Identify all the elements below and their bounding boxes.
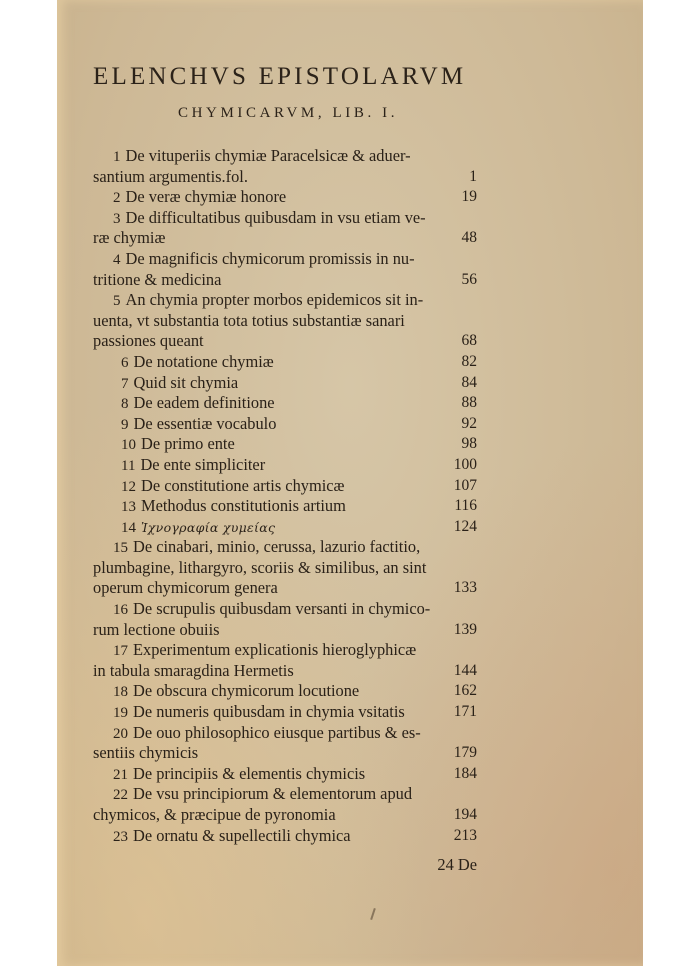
toc-entry-first-line bbox=[93, 537, 477, 558]
toc-entry-text: De ornatu & supellectili chymica bbox=[133, 825, 351, 845]
toc-entry-text: De numeris quibusdam in chymia vsitatis bbox=[133, 702, 405, 722]
toc-entry bbox=[93, 455, 477, 476]
toc-entry-text: operum chymicorum genera bbox=[93, 578, 278, 598]
toc-entry-page-number: 1 bbox=[469, 167, 477, 185]
toc-entry-text: De ouo philosophico eiusque partibus & es- bbox=[133, 722, 421, 742]
toc-entry bbox=[93, 764, 477, 785]
toc-entry-first-line bbox=[93, 599, 477, 620]
toc-entry bbox=[93, 537, 477, 599]
book-page bbox=[57, 0, 643, 966]
toc-entry-number: 5 bbox=[113, 293, 121, 310]
toc-entry-number: 19 bbox=[113, 705, 128, 722]
toc-entry-text: De eadem definitione bbox=[133, 393, 275, 413]
toc-entry-page-number: 19 bbox=[461, 188, 477, 206]
toc-entry-text: De vituperiis chymiæ Paracelsicæ & aduer- bbox=[125, 146, 411, 165]
toc-entry-text: De ente simpliciter bbox=[140, 454, 266, 474]
toc-entry-number: 14 bbox=[121, 519, 136, 536]
paper-blemish bbox=[370, 908, 376, 920]
toc-entry-number: 13 bbox=[121, 499, 136, 516]
toc-entry-first-line bbox=[93, 187, 477, 208]
toc-entry-number: 1 bbox=[113, 149, 121, 165]
toc-entry-number: 10 bbox=[121, 437, 136, 454]
toc-entry-first-line bbox=[93, 290, 477, 311]
toc-entry-continuation-line bbox=[93, 558, 477, 579]
toc-entry-continuation-line bbox=[93, 805, 477, 826]
toc-entry-number: 18 bbox=[113, 684, 128, 701]
toc-entry bbox=[93, 640, 477, 681]
toc-entry-number: 6 bbox=[121, 354, 129, 371]
toc-entry-continuation-line bbox=[93, 270, 477, 291]
toc-entry-first-line bbox=[93, 393, 477, 414]
toc-entry bbox=[93, 393, 477, 414]
toc-entry-first-line bbox=[93, 434, 477, 455]
toc-entry-text: De vsu principiorum & elementorum apud bbox=[133, 784, 413, 804]
toc-entry-text: in tabula smaragdina Hermetis bbox=[93, 660, 294, 680]
toc-entry-page-number: 171 bbox=[453, 703, 477, 721]
toc-entry-continuation-line bbox=[93, 578, 477, 599]
toc-entry-number: 4 bbox=[113, 251, 121, 268]
toc-entry-text: tritione & medicina bbox=[93, 269, 222, 289]
toc-entry-text: Methodus constitutionis artium bbox=[141, 496, 346, 516]
toc-entry-first-line bbox=[93, 146, 477, 167]
toc-entry bbox=[93, 290, 477, 352]
toc-entry-page-number: 92 bbox=[461, 414, 477, 432]
toc-entry bbox=[93, 146, 477, 187]
toc-entry-number: 23 bbox=[113, 828, 128, 845]
table-of-contents bbox=[93, 146, 477, 846]
toc-entry-continuation-line bbox=[93, 167, 477, 188]
toc-entry-text: Quid sit chymia bbox=[133, 372, 239, 392]
toc-entry-first-line bbox=[93, 352, 477, 373]
toc-entry bbox=[93, 723, 477, 764]
toc-entry-page-number: 144 bbox=[453, 661, 477, 679]
toc-entry-text: De veræ chymiæ honore bbox=[125, 187, 287, 207]
toc-entry bbox=[93, 702, 477, 723]
toc-entry-text: De primo ente bbox=[141, 434, 235, 454]
toc-entry bbox=[93, 496, 477, 517]
toc-entry-page-number: 56 bbox=[461, 270, 477, 288]
toc-entry-text: rum lectione obuiis bbox=[93, 619, 220, 639]
toc-entry-first-line bbox=[93, 784, 477, 805]
toc-entry-page-number: 133 bbox=[453, 579, 477, 597]
toc-entry-first-line bbox=[93, 640, 477, 661]
toc-entry-page-number: 139 bbox=[453, 620, 477, 638]
toc-entry-text: uenta, vt substantia tota totius substantiæ sanari bbox=[93, 310, 405, 330]
toc-entry-first-line bbox=[93, 826, 477, 847]
toc-entry-text: santium argumentis.fol. bbox=[93, 166, 248, 186]
toc-entry-text: De magnificis chymicorum promissis in nu- bbox=[125, 248, 415, 268]
toc-entry-first-line bbox=[93, 702, 477, 723]
toc-entry-number: 2 bbox=[113, 190, 121, 207]
toc-entry-continuation-line bbox=[93, 743, 477, 764]
toc-entry bbox=[93, 681, 477, 702]
toc-entry-page-number: 184 bbox=[453, 764, 477, 782]
toc-entry-text: Ἰχνογραφία χυμείας bbox=[141, 519, 276, 535]
toc-entry-number: 11 bbox=[121, 457, 136, 474]
toc-entry-number: 15 bbox=[113, 540, 128, 557]
toc-entry-text: plumbagine, lithargyro, scoriis & similibus, an sint bbox=[93, 557, 427, 577]
toc-entry-text: sentiis chymicis bbox=[93, 743, 199, 763]
toc-entry-text: De difficultatibus quibusdam in vsu etiam ve- bbox=[125, 207, 426, 227]
toc-entry bbox=[93, 434, 477, 455]
toc-entry bbox=[93, 249, 477, 290]
toc-entry-number: 9 bbox=[121, 416, 129, 433]
toc-entry-first-line bbox=[93, 476, 477, 497]
toc-entry-first-line bbox=[93, 764, 477, 785]
toc-entry bbox=[93, 826, 477, 847]
toc-entry-page-number: 84 bbox=[461, 373, 477, 391]
toc-entry-first-line bbox=[93, 723, 477, 744]
toc-entry-page-number: 48 bbox=[461, 229, 477, 247]
toc-entry-text: ræ chymiæ bbox=[93, 228, 166, 248]
toc-entry-page-number: 82 bbox=[461, 352, 477, 370]
toc-entry-continuation-line bbox=[93, 620, 477, 641]
toc-entry-first-line bbox=[93, 249, 477, 270]
toc-entry bbox=[93, 414, 477, 435]
toc-entry-number: 20 bbox=[113, 725, 128, 742]
toc-entry-page-number: 100 bbox=[453, 455, 477, 473]
toc-entry-first-line bbox=[93, 208, 477, 229]
toc-entry-number: 7 bbox=[121, 375, 129, 392]
toc-entry-number: 3 bbox=[113, 210, 121, 227]
toc-entry-text: De scrupulis quibusdam versanti in chymico- bbox=[133, 599, 431, 619]
toc-entry-page-number: 179 bbox=[453, 744, 477, 762]
toc-entry-number: 12 bbox=[121, 478, 136, 495]
toc-entry-page-number: 68 bbox=[461, 332, 477, 350]
toc-entry-first-line bbox=[93, 373, 477, 394]
toc-entry-page-number: 194 bbox=[453, 806, 477, 823]
toc-entry bbox=[93, 208, 477, 249]
toc-entry-text: passiones queant bbox=[93, 331, 204, 351]
toc-entry bbox=[93, 517, 477, 538]
toc-entry-number: 17 bbox=[113, 643, 128, 660]
toc-entry-text: Experimentum explicationis hieroglyphicæ bbox=[133, 640, 417, 660]
toc-entry-continuation-line bbox=[93, 311, 477, 332]
toc-entry-page-number: 213 bbox=[453, 826, 477, 844]
toc-entry-text: chymicos, & præcipue de pyronomia bbox=[93, 805, 336, 824]
toc-entry bbox=[93, 187, 477, 208]
toc-entry-text: De essentiæ vocabulo bbox=[133, 413, 277, 433]
toc-entry-first-line bbox=[93, 517, 477, 538]
toc-entry-continuation-line bbox=[93, 661, 477, 682]
page-title: ELENCHVS EPISTOLARVM bbox=[93, 63, 467, 90]
toc-entry bbox=[93, 599, 477, 640]
catchword: 24 De bbox=[437, 855, 477, 874]
toc-entry-text: De constitutione artis chymicæ bbox=[141, 475, 345, 495]
toc-entry-number: 22 bbox=[113, 787, 128, 804]
toc-entry-page-number: 116 bbox=[454, 497, 477, 515]
toc-entry-first-line bbox=[93, 496, 477, 517]
toc-entry-page-number: 98 bbox=[461, 435, 477, 453]
toc-entry-continuation-line bbox=[93, 331, 477, 352]
toc-entry-first-line bbox=[93, 455, 477, 476]
toc-entry-first-line bbox=[93, 414, 477, 435]
toc-entry-text: De notatione chymiæ bbox=[133, 351, 274, 371]
toc-entry-page-number: 162 bbox=[453, 682, 477, 700]
toc-entry-text: De obscura chymicorum locutione bbox=[133, 681, 360, 701]
toc-entry-number: 16 bbox=[113, 602, 128, 619]
page-subtitle: CHYMICARVM, LIB. I. bbox=[178, 105, 399, 121]
toc-entry bbox=[93, 476, 477, 497]
toc-entry-text: An chymia propter morbos epidemicos sit in- bbox=[125, 290, 424, 310]
toc-entry-text: De cinabari, minio, cerussa, lazurio factitio, bbox=[133, 537, 421, 557]
toc-entry-number: 8 bbox=[121, 396, 129, 413]
toc-entry bbox=[93, 352, 477, 373]
toc-entry-page-number: 107 bbox=[453, 476, 477, 494]
toc-entry-page-number: 88 bbox=[461, 394, 477, 412]
toc-entry-first-line bbox=[93, 681, 477, 702]
toc-entry-continuation-line bbox=[93, 228, 477, 249]
toc-entry bbox=[93, 373, 477, 394]
toc-entry-page-number: 124 bbox=[453, 517, 477, 535]
toc-entry-number: 21 bbox=[113, 766, 128, 783]
toc-entry bbox=[93, 784, 477, 825]
toc-entry-text: De principiis & elementis chymicis bbox=[133, 763, 366, 783]
